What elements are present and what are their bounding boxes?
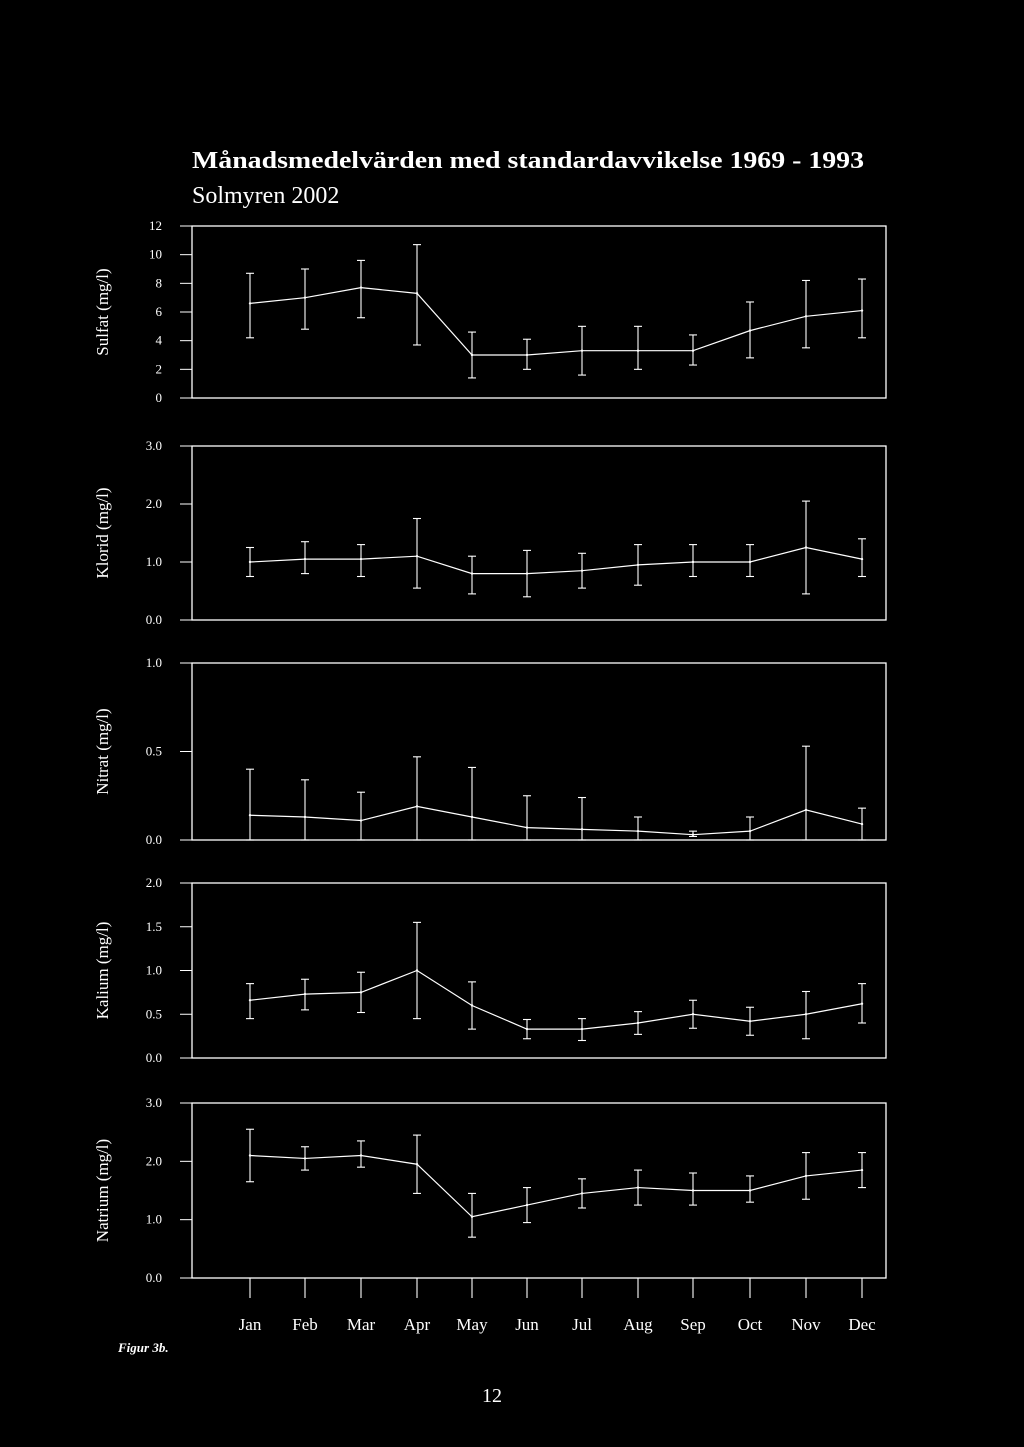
mean-line	[250, 288, 862, 355]
plot-frame	[192, 883, 886, 1058]
y-axis-label: Kalium (mg/l)	[93, 921, 112, 1020]
y-axis-label: Nitrat (mg/l)	[93, 708, 112, 795]
y-tick-label: 2.0	[145, 875, 162, 890]
y-axis-label: Sulfat (mg/l)	[93, 268, 112, 356]
error-bar-apr	[413, 519, 421, 589]
data-point	[749, 1020, 751, 1022]
error-bar-feb	[301, 542, 309, 574]
x-tick-label-jul: Jul	[572, 1315, 592, 1334]
figure-caption: Figur 3b.	[118, 1340, 169, 1355]
data-point	[416, 292, 418, 294]
x-tick-label-feb: Feb	[292, 1315, 318, 1334]
error-bar-aug	[634, 326, 642, 369]
data-point	[637, 564, 639, 566]
data-point	[526, 826, 528, 828]
y-axis-label: Klorid (mg/l)	[93, 487, 112, 579]
y-tick-label: 2.0	[145, 496, 162, 511]
error-bar-mar	[357, 792, 365, 840]
y-axis-label: Natrium (mg/l)	[93, 1138, 112, 1243]
error-bar-apr	[413, 922, 421, 1018]
data-point	[471, 1004, 473, 1006]
data-point	[581, 1028, 583, 1030]
error-bar-dec	[858, 984, 866, 1023]
data-point	[581, 1192, 583, 1194]
plot-frame	[192, 226, 886, 398]
data-point	[360, 991, 362, 993]
data-point	[249, 561, 251, 563]
error-bar-apr	[413, 757, 421, 840]
y-tick-label: 8	[155, 275, 162, 291]
data-point	[526, 572, 528, 574]
error-bar-mar	[357, 260, 365, 317]
error-bar-dec	[858, 808, 866, 840]
data-point	[249, 1154, 251, 1156]
y-tick-label: 3.0	[145, 1095, 162, 1110]
data-point	[416, 555, 418, 557]
data-point	[861, 1169, 863, 1171]
y-tick-label: 10	[149, 246, 162, 262]
data-point	[861, 1003, 863, 1005]
page-number: 12	[482, 1385, 502, 1407]
data-point	[805, 1013, 807, 1015]
data-point	[304, 816, 306, 818]
data-point	[749, 561, 751, 563]
data-point	[861, 823, 863, 825]
error-bar-may	[468, 767, 476, 840]
error-bar-mar	[357, 545, 365, 577]
data-point	[360, 1154, 362, 1156]
y-tick-label: 1.0	[145, 655, 162, 670]
data-point	[637, 350, 639, 352]
chart-panel-3	[93, 655, 886, 847]
plot-frame	[192, 1103, 886, 1278]
data-point	[637, 1022, 639, 1024]
plot-frame	[192, 663, 886, 840]
data-point	[805, 1175, 807, 1177]
data-point	[805, 809, 807, 811]
y-tick-label: 0.0	[145, 1050, 162, 1065]
x-tick-label-dec: Dec	[848, 1315, 876, 1334]
y-tick-label: 1.0	[145, 554, 162, 569]
plot-frame	[192, 446, 886, 620]
y-tick-label: 0.5	[145, 1006, 162, 1022]
error-bar-dec	[858, 279, 866, 338]
mean-line	[250, 806, 862, 834]
data-point	[416, 969, 418, 971]
data-point	[360, 558, 362, 560]
data-point	[249, 814, 251, 816]
x-tick-label-nov: Nov	[791, 1315, 821, 1334]
x-tick-label-jun: Jun	[515, 1315, 539, 1334]
error-bar-sep	[689, 545, 697, 577]
data-point	[304, 993, 306, 995]
data-point	[416, 1163, 418, 1165]
chart-subtitle: Solmyren 2002	[192, 183, 340, 209]
chart-panel-5	[93, 1095, 886, 1334]
y-tick-label: 1.5	[145, 918, 162, 934]
y-tick-label: 3.0	[145, 438, 162, 453]
data-point	[249, 302, 251, 304]
x-tick-label-jan: Jan	[238, 1315, 262, 1334]
data-point	[637, 1186, 639, 1188]
chart-panel-2	[93, 438, 886, 627]
y-tick-label: 1.0	[145, 1211, 162, 1227]
data-point	[526, 354, 528, 356]
data-point	[360, 819, 362, 821]
error-bar-nov	[802, 280, 810, 347]
data-point	[471, 572, 473, 574]
data-point	[692, 350, 694, 352]
data-point	[471, 354, 473, 356]
data-point	[304, 296, 306, 298]
error-bar-jul	[578, 798, 586, 840]
y-tick-label: 2.0	[145, 1153, 162, 1169]
data-point	[749, 329, 751, 331]
y-tick-label: 4	[155, 332, 162, 348]
x-tick-label-sep: Sep	[680, 1315, 706, 1334]
data-point	[692, 1013, 694, 1015]
x-tick-label-apr: Apr	[403, 1315, 431, 1334]
error-bar-oct	[746, 1176, 754, 1202]
data-point	[581, 350, 583, 352]
data-point	[805, 315, 807, 317]
chart-panel-4	[93, 875, 886, 1065]
error-bar-nov	[802, 746, 810, 840]
error-bar-dec	[858, 539, 866, 577]
y-tick-label: 0.5	[145, 743, 162, 759]
y-tick-label: 6	[155, 304, 162, 319]
error-bar-jan	[246, 984, 254, 1019]
chart-panel-1	[93, 218, 886, 405]
data-point	[526, 1204, 528, 1206]
data-point	[749, 830, 751, 832]
data-point	[360, 286, 362, 288]
error-bar-may	[468, 982, 476, 1029]
data-point	[637, 830, 639, 832]
mean-line	[250, 1156, 862, 1217]
error-bar-sep	[689, 831, 697, 836]
mean-line	[250, 548, 862, 574]
x-tick-label-mar: Mar	[346, 1315, 376, 1334]
data-point	[692, 561, 694, 563]
y-tick-label: 12	[149, 218, 162, 233]
data-point	[471, 1216, 473, 1218]
data-point	[416, 805, 418, 807]
error-bar-feb	[301, 269, 309, 329]
data-point	[692, 1189, 694, 1191]
error-bar-oct	[746, 817, 754, 840]
error-bar-feb	[301, 780, 309, 840]
data-point	[581, 828, 583, 830]
y-tick-label: 1.0	[145, 962, 162, 978]
error-bar-jan	[246, 769, 254, 840]
x-tick-label-aug: Aug	[623, 1315, 653, 1334]
x-tick-label-may: May	[456, 1315, 488, 1334]
error-bar-jan	[246, 273, 254, 338]
y-tick-label: 0	[155, 390, 162, 405]
data-point	[861, 558, 863, 560]
chart-title: Månadsmedelvärden med standardavvikelse 1969 - 1993	[192, 148, 864, 174]
y-tick-label: 0.0	[145, 1270, 162, 1285]
error-bar-may	[468, 1193, 476, 1237]
data-point	[304, 1157, 306, 1159]
data-point	[861, 309, 863, 311]
data-point	[304, 558, 306, 560]
error-bar-mar	[357, 1141, 365, 1167]
data-point	[471, 816, 473, 818]
data-point	[526, 1028, 528, 1030]
mean-line	[250, 971, 862, 1030]
x-tick-label-oct: Oct	[737, 1315, 763, 1334]
error-bar-oct	[746, 545, 754, 577]
error-bar-jun	[523, 796, 531, 840]
data-point	[692, 833, 694, 835]
y-tick-label: 0.0	[145, 612, 162, 627]
data-point	[805, 546, 807, 548]
chart-panels	[93, 218, 886, 1334]
error-bar-apr	[413, 245, 421, 345]
y-tick-label: 2	[155, 361, 162, 377]
data-point	[749, 1189, 751, 1191]
error-bar-may	[468, 556, 476, 594]
error-bar-aug	[634, 817, 642, 840]
y-tick-label: 0.0	[145, 832, 162, 847]
data-point	[581, 570, 583, 572]
data-point	[249, 999, 251, 1001]
error-bar-sep	[689, 1173, 697, 1205]
